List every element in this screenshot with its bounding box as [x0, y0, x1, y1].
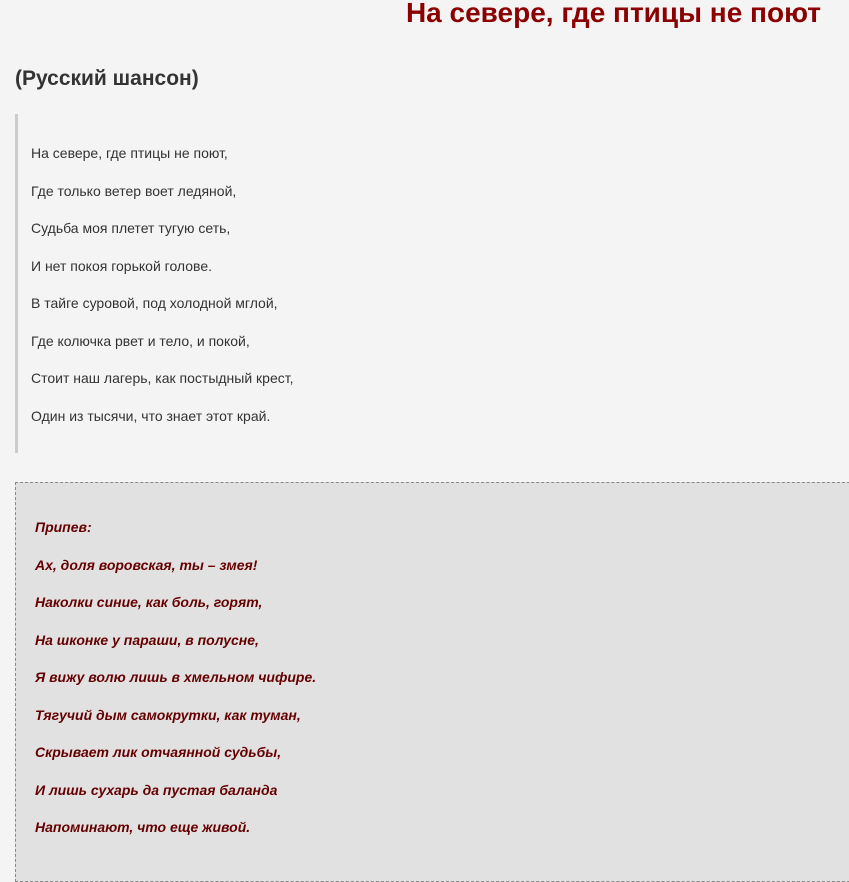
verse-line: Где колючка рвет и тело, и покой,: [31, 332, 250, 349]
verse-line: В тайге суровой, под холодной мглой,: [31, 295, 278, 311]
chorus-line: Я вижу волю лишь в хмельном чифире.: [35, 669, 317, 685]
chorus-line: На шконке у параши, в полусне,: [35, 631, 259, 648]
chorus-line: Напоминают, что еще живой.: [35, 819, 251, 835]
song-title: На севере, где птицы не поют: [405, 0, 821, 28]
verse-line: Стоит наш лагерь, как постыдный крест,: [31, 370, 294, 386]
chorus-line: Наколки синие, как боль, горят,: [35, 594, 263, 610]
verse-line: Один из тысячи, что знает этот край.: [31, 407, 271, 424]
chorus-line: Ах, доля воровская, ты – змея!: [35, 556, 258, 573]
genre-subtitle: (Русский шансон): [15, 67, 199, 90]
verse-line: Судьба моя плетет тугую сеть,: [31, 220, 231, 236]
verse-blockquote: [15, 114, 815, 453]
chorus-line: Тягучий дым самокрутки, как туман,: [35, 706, 301, 723]
chorus-line: Скрывает лик отчаянной судьбы,: [35, 744, 282, 760]
chorus-line: И лишь сухарь да пустая баланда: [35, 781, 278, 798]
verse-line: И нет покоя горькой голове.: [31, 257, 213, 274]
chorus-box: [15, 482, 849, 882]
chorus-label: Припев:: [35, 519, 92, 535]
verse-line: На севере, где птицы не поют,: [31, 145, 228, 161]
verse-line: Где только ветер воет ледяной,: [31, 182, 237, 199]
